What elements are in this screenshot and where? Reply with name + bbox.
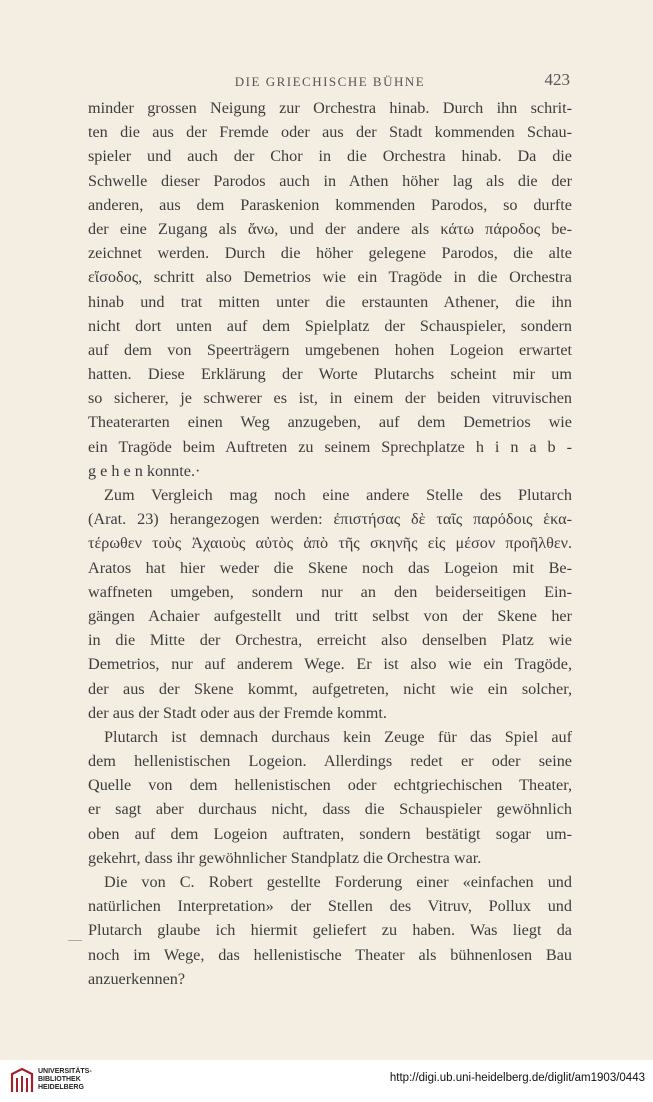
- text-line: g e h e n konnte.·: [88, 461, 201, 480]
- text-line: anderen, aus dem Paraskenion kommenden Parodos, so durfte: [88, 195, 572, 214]
- library-name-line: BIBLIOTHEK: [38, 1076, 81, 1083]
- text-line: dem hellenistischen Logeion. Allerdings redet er oder seine: [88, 752, 572, 771]
- text-line: in die Mitte der Orchestra, erreicht also denselben Platz wie: [88, 631, 572, 650]
- text-line: Quelle von dem hellenistischen oder echtgriechischen Theater,: [88, 776, 572, 795]
- text-line: hatten. Diese Erklärung der Worte Plutarchs scheint mir um: [88, 365, 572, 384]
- body-text: [88, 96, 572, 991]
- source-url-link[interactable]: http://digi.ub.uni-heidelberg.de/diglit/am1903/0443: [389, 1072, 645, 1084]
- text-line: der aus der Skene kommt, aufgetreten, nicht wie ein solcher,: [88, 679, 572, 698]
- text-line: der aus der Stadt oder aus der Fremde kommt.: [88, 703, 387, 722]
- library-logo-icon: [8, 1066, 36, 1096]
- text-line: Plutarch ist demnach durchaus kein Zeuge für das Spiel auf: [104, 727, 572, 746]
- text-line: waffneten umgeben, sondern nur an den beiderseitigen Ein-: [88, 582, 572, 601]
- running-head: DIE GRIECHISCHE BÜHNE: [234, 74, 426, 89]
- text-line: so sicherer, je schwerer es ist, in einem der beiden vitruvischen: [88, 389, 572, 408]
- text-line: hinab und trat mitten unter die erstaunten Athener, die ihn: [88, 292, 572, 311]
- text-line: spieler und auch der Chor in die Orchestra hinab. Da die: [88, 147, 572, 166]
- text-line: nicht dort unten auf dem Spielplatz der Schauspieler, sondern: [88, 316, 572, 335]
- page-mark: [68, 940, 82, 942]
- text-line: Zum Vergleich mag noch eine andere Stelle des Plutarch: [104, 486, 572, 504]
- text-line: der eine Zugang als ἄνω, und der andere als κάτω πάροδος be-: [88, 219, 572, 238]
- text-line: τέρωθεν τοὺς Ἀχαιοὺς αὐτὸς ἀπὸ τῆς σκηνῆς εἰς μέσον προῆλθεν.: [88, 534, 572, 553]
- text-line: Schwelle dieser Parodos auch in Athen höher lag als die der: [88, 171, 572, 190]
- text-line: gängen Achaier aufgestellt und tritt selbst von der Skene her: [88, 606, 572, 625]
- text-line: Die von C. Robert gestellte Forderung einer «einfachen und: [104, 873, 572, 891]
- text-line: anzuerkennen?: [88, 969, 186, 988]
- digitization-footer: [0, 1060, 653, 1102]
- text-line: minder grossen Neigung zur Orchestra hinab. Durch ihn schrit-: [88, 99, 572, 117]
- text-line: natürlichen Interpretation» der Stellen des Vitruv, Pollux und: [88, 897, 572, 916]
- page-number: 423: [544, 70, 570, 89]
- text-line: Theaterarten einen Weg anzugeben, auf dem Demetrios wie: [88, 413, 572, 432]
- text-line: ten die aus der Fremde oder aus der Stadt kommenden Schau-: [88, 123, 572, 142]
- text-line: Aratos hat hier weder die Skene noch das Logeion mit Be-: [88, 558, 572, 577]
- text-line: Plutarch glaube ich hiermit geliefert zu haben. Was liegt da: [88, 921, 572, 940]
- text-line: zeichnet werden. Durch die höher gelegene Parodos, die alte: [88, 244, 572, 263]
- text-line: noch im Wege, das hellenistische Theater als bühnenlosen Bau: [88, 945, 572, 964]
- text-line: gekehrt, dass ihr gewöhnlicher Standplatz die Orchestra war.: [88, 848, 482, 867]
- library-name-line: HEIDELBERG: [38, 1084, 84, 1091]
- text-line: εἴσοδος, schritt also Demetrios wie ein Tragöde in die Orchestra: [88, 268, 572, 287]
- text-line: (Arat. 23) herangezogen werden: ἐπιστήσας δὲ ταῖς παρόδοις ἑκα-: [88, 510, 572, 529]
- library-name: [38, 1068, 92, 1092]
- text-line: er sagt aber durchaus nicht, dass die Schauspieler gewöhnlich: [88, 800, 572, 819]
- text-line: auf dem von Speerträgern umgebenen hohen Logeion erwartet: [88, 340, 572, 359]
- text-line: Demetrios, nur auf anderem Wege. Er ist also wie ein Tragöde,: [88, 655, 572, 674]
- text-line: ein Tragöde beim Auftreten zu seinem Sprechplatze h i n a b -: [88, 437, 572, 456]
- page-header: [88, 70, 572, 92]
- text-line: oben auf dem Logeion auftraten, sondern bestätigt sogar um-: [88, 824, 572, 843]
- library-name-line: UNIVERSITÄTS-: [38, 1068, 92, 1075]
